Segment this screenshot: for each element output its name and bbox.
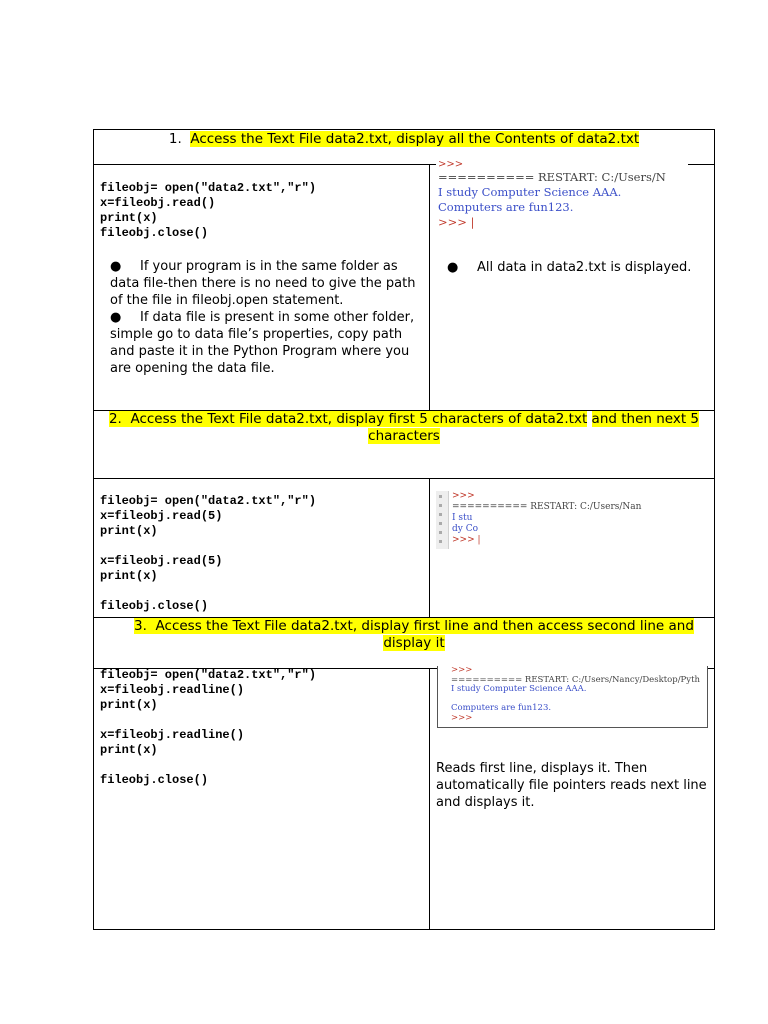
shell-prompt: >>> bbox=[452, 491, 475, 501]
section-1-note: ● All data in data2.txt is displayed. bbox=[447, 260, 692, 275]
shell-output-line: Computers are fun123. bbox=[451, 703, 552, 713]
shell-restart-line: ========== RESTART: C:/Users/N bbox=[438, 170, 666, 184]
bullet-item: ● If your program is in the same folder as data file-then there is no need to give the path of the file in fileobj.open statement. bbox=[110, 259, 416, 308]
shell-prompt: >>> | bbox=[438, 215, 475, 229]
note-text: All data in data2.txt is displayed. bbox=[477, 260, 692, 275]
section-3-number: 3. bbox=[134, 618, 147, 634]
content-table bbox=[93, 129, 715, 930]
section-2-code: fileobj= open("data2.txt","r") x=fileobj.read(5) print(x) x=fileobj.read(5) print(x) fileobj.close() bbox=[100, 494, 317, 613]
shell-output-line: dy Co bbox=[452, 524, 479, 534]
section-3-note: Reads first line, displays it. Then automatically file pointers reads next line and displays it. bbox=[436, 761, 707, 810]
column-divider bbox=[429, 668, 430, 930]
shell-prompt: >>> bbox=[438, 159, 464, 170]
section-2-heading bbox=[94, 411, 714, 445]
bullet-text: If data file is present in some other folder, simple go to data file’s properties, copy path and paste it in the Python Program where you are opening the data file. bbox=[110, 310, 415, 376]
row-divider bbox=[94, 164, 436, 165]
shell-prompt: >>> | bbox=[452, 535, 481, 545]
shell-gutter bbox=[436, 491, 449, 549]
row-divider bbox=[94, 478, 714, 479]
section-2-number: 2. bbox=[108, 411, 122, 427]
section-2-heading-text: Access the Text File data2.txt, display first 5 characters of data2.txt bbox=[130, 411, 588, 427]
shell-output-line: I study Computer Science AAA. bbox=[438, 185, 622, 199]
section-1-code: fileobj= open("data2.txt","r") x=fileobj.read() print(x) fileobj.close() bbox=[100, 181, 317, 240]
section-1-heading-text: Access the Text File data2.txt, display all the Contents of data2.txt bbox=[190, 131, 640, 147]
column-divider bbox=[429, 478, 430, 617]
section-3-code: fileobj= open("data2.txt","r") x=fileobj.readline() print(x) x=fileobj.readline() print(x) fileobj.close() bbox=[100, 668, 317, 787]
section-3-shell-screenshot bbox=[437, 666, 708, 728]
shell-output-line: I stu bbox=[452, 513, 473, 523]
shell-output-line: Computers are fun123. bbox=[438, 200, 574, 214]
row-divider bbox=[688, 164, 714, 165]
section-3-heading-text: Access the Text File data2.txt, display first line and then access second line and display it bbox=[155, 618, 694, 651]
section-3-heading bbox=[116, 618, 712, 652]
column-divider bbox=[429, 164, 430, 410]
section-2-heading-text-2: and then next 5 characters bbox=[368, 411, 700, 444]
bullet-text: If your program is in the same folder as data file-then there is no need to give the path of the file in fileobj.open statement. bbox=[110, 259, 416, 308]
section-2-shell-screenshot bbox=[436, 491, 642, 549]
shell-restart-line: ========== RESTART: C:/Users/Nan bbox=[452, 502, 642, 512]
section-1-shell-screenshot bbox=[438, 159, 666, 238]
shell-prompt: >>> bbox=[451, 665, 473, 675]
section-1-bullets bbox=[110, 258, 428, 377]
shell-prompt: >>> bbox=[451, 712, 473, 723]
bullet-item: ● If data file is present in some other folder, simple go to data file’s properties, copy path and paste it in the Python Program where you are opening the data file. bbox=[110, 310, 415, 376]
section-1-number: 1. bbox=[168, 131, 182, 147]
shell-restart-line: ========== RESTART: C:/Users/Nancy/Desktop/Pyth bbox=[451, 674, 700, 685]
shell-output-line: I study Computer Science AAA. bbox=[451, 684, 587, 694]
section-1-heading bbox=[94, 131, 714, 148]
